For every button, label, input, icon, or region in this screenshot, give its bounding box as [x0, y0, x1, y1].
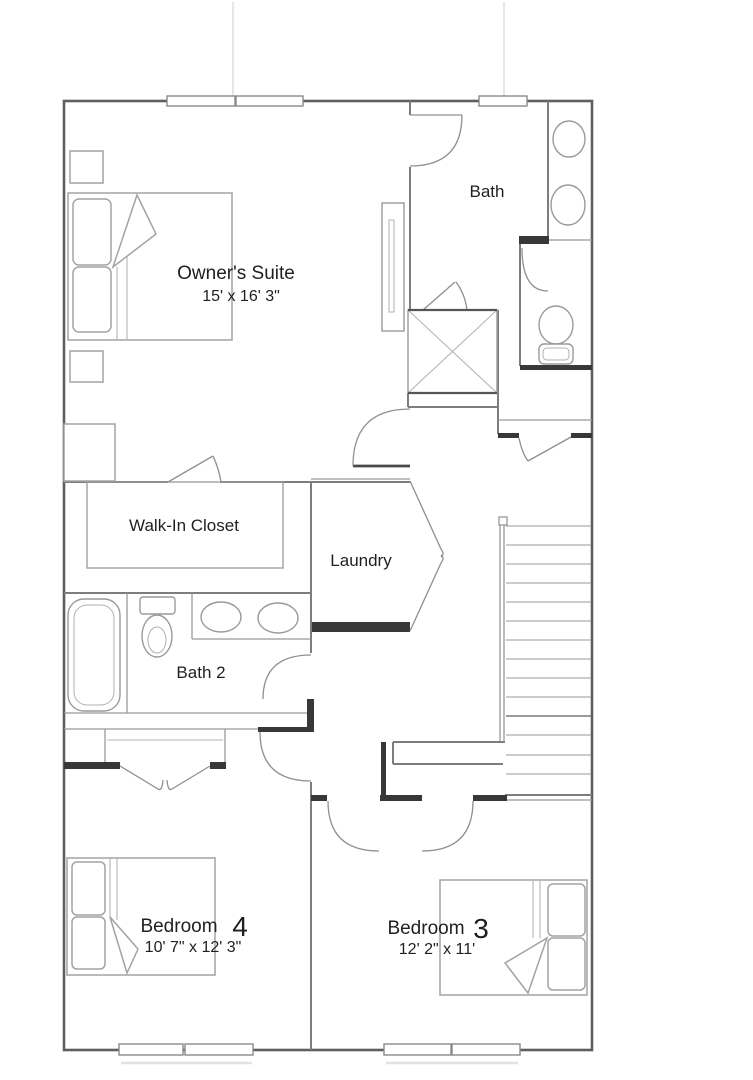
bath2-fixtures — [68, 593, 311, 713]
bed4-closet-bifold-right — [167, 766, 210, 790]
owners-bed-pillow-1 — [73, 199, 111, 265]
bedroom3-pillow-1 — [548, 884, 585, 936]
bed4-closet-right-jamb — [210, 762, 226, 769]
owners-suite-furniture — [64, 151, 404, 481]
bedroom3-door-left-jamb — [311, 795, 327, 801]
guide-lines — [233, 2, 504, 100]
bedroom4-number: 4 — [232, 911, 248, 942]
walkin-closet-door-leaf — [168, 456, 213, 482]
laundry-label: Laundry — [330, 551, 392, 570]
bed4-closet-left-jamb — [64, 762, 120, 769]
bath2-toilet-tank — [140, 597, 175, 614]
bath-toilet-bowl — [539, 306, 573, 344]
laundry-bifold-top-panel — [410, 481, 443, 557]
bedroom3-number: 3 — [473, 913, 489, 944]
window-owners-suite-2 — [236, 96, 303, 106]
stairs — [499, 517, 591, 774]
linen-closet-door-swing — [519, 438, 528, 461]
window-bedroom3-1 — [384, 1044, 451, 1055]
owners-bed-pillow-2 — [73, 267, 111, 332]
bedroom3-pillow-2 — [548, 938, 585, 990]
window-bedroom3-2 — [452, 1044, 520, 1055]
hall-east-wall-dark — [381, 742, 386, 798]
laundry-bifold-bottom-panel — [410, 555, 443, 631]
nightstand-bottom — [70, 351, 103, 382]
window-bedroom4-2 — [185, 1044, 253, 1055]
nightstand-top — [70, 151, 103, 183]
bath-door-swing — [410, 115, 462, 166]
bathtub — [68, 599, 120, 711]
window-bath — [479, 96, 527, 106]
laundry-south-wall — [312, 622, 410, 632]
window-owners-suite-1 — [167, 96, 235, 106]
bath-sink-2 — [551, 185, 585, 225]
bedroom3-door-swing-left — [328, 801, 379, 851]
owners-suite-dimensions: 15' x 16' 3" — [202, 288, 280, 305]
bath-toilet-tank — [539, 344, 573, 364]
bath2-sink-2 — [258, 603, 298, 633]
toilet-room-north-jamb — [519, 236, 549, 244]
bath2-toilet-bowl — [142, 615, 172, 657]
bath-sink-1 — [553, 121, 585, 157]
bath-label: Bath — [469, 182, 505, 201]
bedroom3-door-center-pier — [380, 795, 422, 801]
dresser — [64, 424, 115, 481]
shower-door-leaf — [423, 282, 455, 310]
toilet-room-south-wall — [520, 365, 592, 370]
bedroom3-door-right-jamb — [473, 795, 507, 801]
stair-treads — [506, 526, 591, 774]
linen-closet-right-jamb — [571, 433, 592, 438]
linen-closet-door-leaf — [528, 437, 571, 461]
walkin-closet-label: Walk-In Closet — [129, 516, 239, 535]
bath2-sink-1 — [201, 602, 241, 632]
bedroom4-door-swing — [260, 732, 311, 781]
stair-newel-cap — [499, 517, 507, 525]
window-bedroom4-1 — [119, 1044, 183, 1055]
owners-suite-label: Owner's Suite — [177, 263, 295, 284]
bedroom4-label: Bedroom — [140, 916, 218, 937]
shower-door-swing — [456, 282, 467, 310]
bath2-door-jamb — [258, 727, 311, 732]
walkin-closet-door-swing — [213, 456, 221, 482]
toilet-room-door-swing — [522, 248, 548, 291]
bedroom4-pillow-2 — [72, 917, 105, 969]
bedroom4-dimensions: 10' 7" x 12' 3" — [144, 939, 242, 956]
bath2-door-swing — [263, 655, 311, 699]
bedroom3-dimensions: 12' 2" x 11' — [398, 941, 476, 958]
bed4-closet-bifold-left — [120, 766, 163, 790]
bath2-label: Bath 2 — [176, 663, 226, 682]
bedroom3-label: Bedroom — [387, 918, 465, 939]
bedroom3-door-swing-right — [422, 801, 473, 851]
hall-door-swing — [353, 409, 410, 466]
bedroom4-pillow-1 — [72, 862, 105, 915]
linen-closet-left-jamb — [498, 433, 519, 438]
